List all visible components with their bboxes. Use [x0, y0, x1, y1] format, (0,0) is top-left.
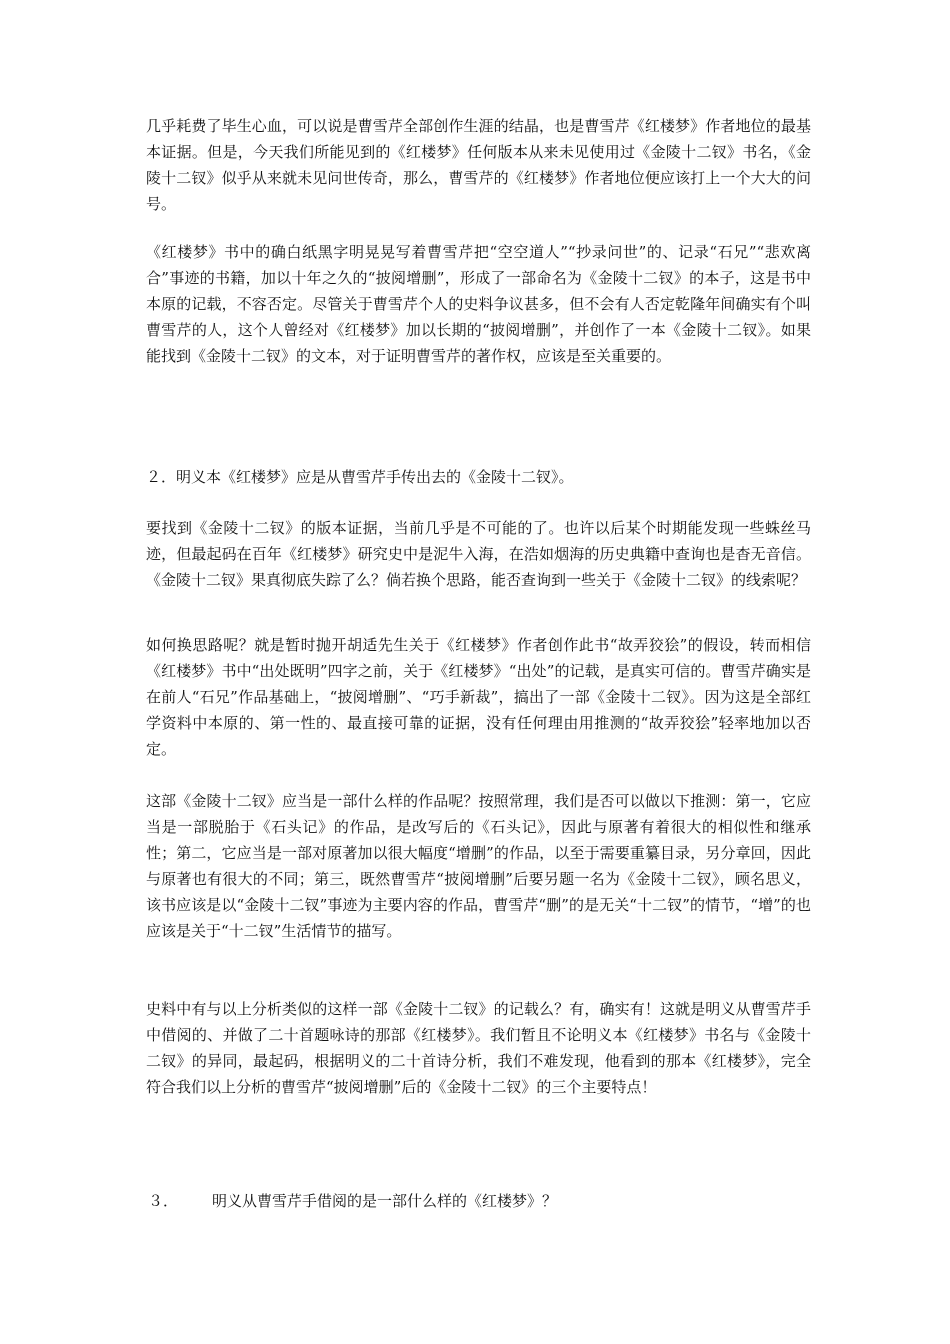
- paragraph-author-evidence: 几乎耗费了毕生心血，可以说是曹雪芹全部创作生涯的结晶，也是曹雪芹《红楼梦》作者地位的最基本证据。但是，今天我们所能见到的《红楼梦》任何版本从来未见使用过《金陵十二钗》书名，《金陵十二钗》似乎从来就未见问世传奇，那么，曹雪芹的《红楼梦》作者地位便应该打上一个大大的问号。: [146, 117, 811, 213]
- section-number-3: ３．: [148, 1192, 179, 1210]
- paragraph-book-record: 《红楼梦》书中的确白纸黑字明晃晃写着曹雪芹把“空空道人”“抄录问世”的、记录“石兄”“悲欢离合”事迹的书籍，加以十年之久的“披阅增删”，形成了一部命名为《金陵十二钗》的本子，这是书中本原的记载，不容否定。尽管关于曹雪芹个人的史料争议甚多，但不会有人否定乾隆年间确实有个叫曹雪芹的人，这个人曾经对《红楼梦》加以长期的“披阅增删”，并创作了一本《金陵十二钗》。如果能找到《金陵十二钗》的文本，对于证明曹雪芹的著作权，应该是至关重要的。: [146, 243, 811, 365]
- paragraph-new-approach: 如何换思路呢？就是暂时抛开胡适先生关于《红楼梦》作者创作此书“故弄狡狯”的假设，转而相信《红楼梦》书中“出处既明”四字之前，关于《红楼梦》“出处”的记载，是真实可信的。曹雪芹确实是在前人“石兄”作品基础上，“披阅增删”、“巧手新裁”，搞出了一部《金陵十二钗》。因为这是全部红学资料中本原的、第一性的、最直接可靠的证据，没有任何理由用推测的“故弄狡狯”轻率地加以否定。: [146, 636, 811, 758]
- paragraph-work-speculation: 这部《金陵十二钗》应当是一部什么样的作品呢？按照常理，我们是否可以做以下推测：第一，它应当是一部脱胎于《石头记》的作品，是改写后的《石头记》，因此与原著有着很大的相似性和继承性；第二，它应当是一部对原著加以很大幅度“增删”的作品，以至于需要重纂目录，另分章回，因此与原著也有很大的不同；第三，既然曹雪芹“披阅增删”后要另题一名为《金陵十二钗》，顾名思义，该书应该是以“金陵十二钗”事迹为主要内容的作品，曹雪芹“删”的是无关“十二钗”的情节，“增”的也应该是关于“十二钗”生活情节的描写。: [146, 792, 811, 940]
- section-heading-2: ２．明义本《红楼梦》应是从曹雪芹手传出去的《金陵十二钗》。: [146, 468, 574, 486]
- section-heading-3: 明义从曹雪芹手借阅的是一部什么样的《红楼梦》？: [212, 1192, 558, 1210]
- paragraph-historical-record: 史料中有与以上分析类似的这样一部《金陵十二钗》的记载么？有，确实有！这就是明义从曹雪芹手中借阅的、并做了二十首题咏诗的那部《红楼梦》。我们暂且不论明义本《红楼梦》书名与《金陵十二钗》的异同，最起码，根据明义的二十首诗分析，我们不难发现，他看到的那本《红楼梦》，完全符合我们以上分析的曹雪芹“披阅增删”后的《金陵十二钗》的三个主要特点！: [146, 1000, 811, 1096]
- paragraph-version-evidence: 要找到《金陵十二钗》的版本证据，当前几乎是不可能的了。也许以后某个时期能发现一些蛛丝马迹，但最起码在百年《红楼梦》研究史中是泥牛入海，在浩如烟海的历史典籍中查询也是杳无音信。《金陵十二钗》果真彻底失踪了么？倘若换个思路，能否查询到一些关于《金陵十二钗》的线索呢？: [146, 519, 811, 589]
